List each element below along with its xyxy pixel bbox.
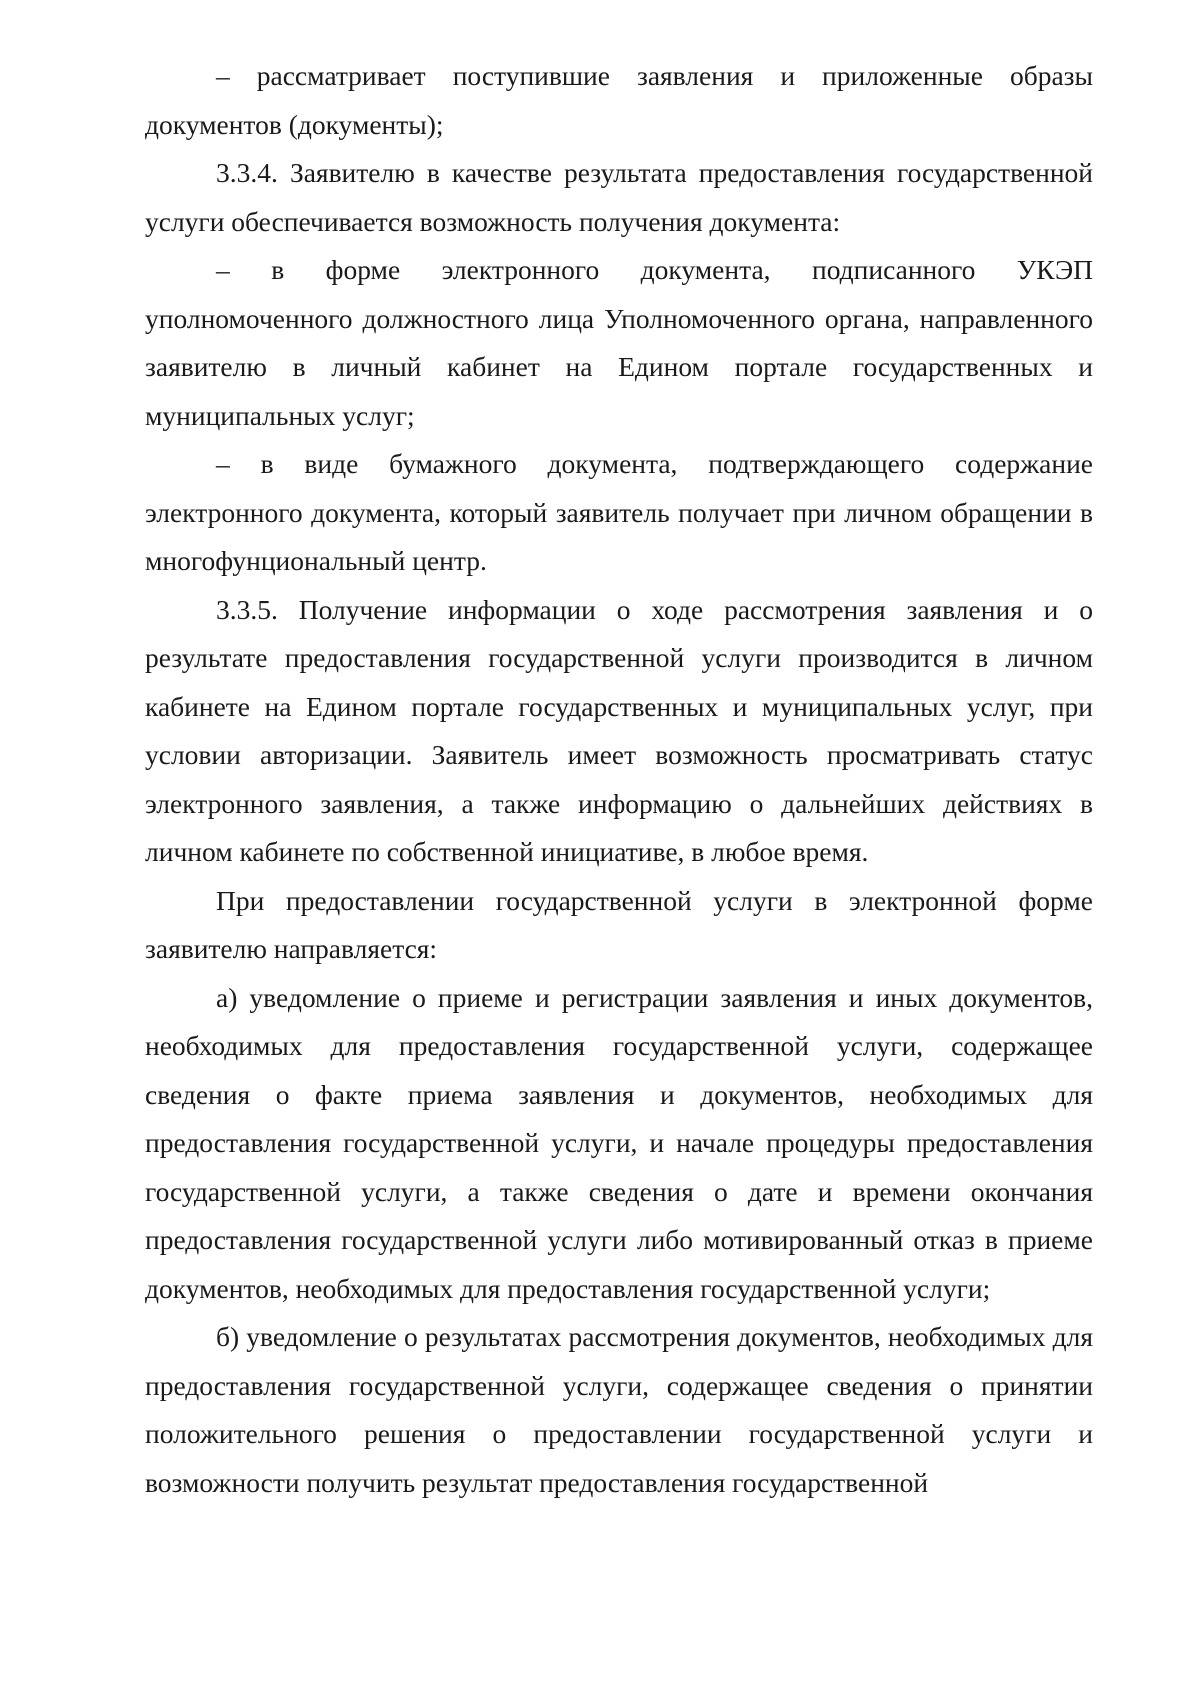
paragraph-item-b: б) уведомление о результатах рассмотрения документов, необходимых для предоставления государственной услуги, содержащее сведения о принятии положительного решения о предоставлении государственной услуги и возможности получить результат предоставления государственной	[145, 1321, 1093, 1498]
document-body	[145, 52, 1093, 1507]
paragraph-review-applications: – рассматривает поступившие заявления и приложенные образы документов (документы);	[145, 60, 1093, 140]
paragraph-item-a: а) уведомление о приеме и регистрации заявления и иных документов, необходимых для предоставления государственной услуги, содержащее сведения о факте приема заявления и документов, необходимых для предоставления государственной услуги, и начале процедуры предоставления государственной услуги, а также сведения о дате и времени окончания предоставления государственной услуги либо мотивированный отказ в приеме документов, необходимых для предоставления государственной услуги;	[145, 981, 1093, 1304]
paragraph-electronic-document: – в форме электронного документа, подписанного УКЭП уполномоченного должностного лица Уполномоченного органа, направленного заявителю в личный кабинет на Едином портале государственных и муниципальных услуг;	[145, 254, 1093, 431]
paragraph-electronic-form-intro: При предоставлении государственной услуги в электронной форме заявителю направляется:	[145, 884, 1093, 964]
paragraph-3-3-5: 3.3.5. Получение информации о ходе рассмотрения заявления и о результате предоставления государственной услуги производится в личном кабинете на Едином портале государственных и муниципальных услуг, при условии авторизации. Заявитель имеет возможность просматривать статус электронного заявления, а также информацию о дальнейших действиях в личном кабинете по собственной инициативе, в любое время.	[145, 593, 1093, 867]
paragraph-paper-document: – в виде бумажного документа, подтверждающего содержание электронного документа, который заявитель получает при личном обращении в многофунциональный центр.	[145, 448, 1093, 576]
paragraph-3-3-4: 3.3.4. Заявителю в качестве результата предоставления государственной услуги обеспечивается возможность получения документа:	[145, 157, 1093, 237]
